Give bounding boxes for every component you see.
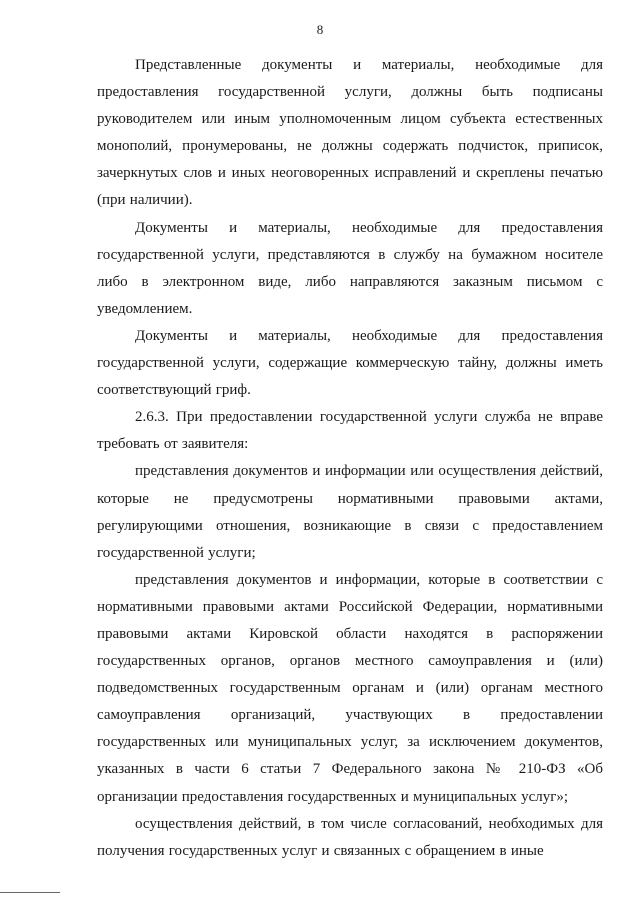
paragraph-item-approvals: осуществления действий, в том числе согласований, необходимых для получения государственных услуг и связанных с обращением в иные [97, 815, 603, 859]
paragraph-clause-2-6-3: 2.6.3. При предоставлении государственной услуги служба не вправе требовать от заявителя: [97, 409, 603, 453]
page-number: 8 [316, 22, 324, 37]
paragraph-commercial-secret: Документы и материалы, необходимые для предоставления государственной услуги, содержащие коммерческую тайну, должны иметь соответствующий гриф. [97, 327, 603, 399]
paragraph-submission-method: Документы и материалы, необходимые для предоставления государственной услуги, представляются в службу на бумажном носителе либо в электронном виде, либо направляются заказным письмом с уведомлением. [97, 219, 603, 317]
paragraph-item-docs-in-possession: представления документов и информации, которые в соответствии с нормативными правовыми актами Российской Федерации, нормативными правовыми актами Кировской области находятся в распоряжении государственных органов, органов местного самоуправления и (или) подведомственных государственным органам и (или) органам местного самоуправления организаций, участвующих в предоставлении государственных или муниципальных услуг, за исключением документов, указанных в части 6 статьи 7 Федерального закона № 210-ФЗ «Об организации предоставления государственных и муниципальных услуг»; [97, 571, 603, 805]
document-body [97, 52, 603, 865]
paragraph-item-not-required-docs: представления документов и информации или осуществления действий, которые не предусмотрены нормативными правовыми актами, регулирующими отношения, возникающие в связи с предоставлением государственной услуги; [97, 463, 603, 561]
paragraph-signing-requirements: Представленные документы и материалы, необходимые для предоставления государственной услуги, должны быть подписаны руководителем или иным уполномоченным лицом субъекта естественных монополий, пронумерованы, не должны содержать подчисток, приписок, зачеркнутых слов и иных неоговоренных исправлений и скреплены печатью (при наличии). [97, 57, 603, 209]
footer-divider [0, 892, 60, 893]
